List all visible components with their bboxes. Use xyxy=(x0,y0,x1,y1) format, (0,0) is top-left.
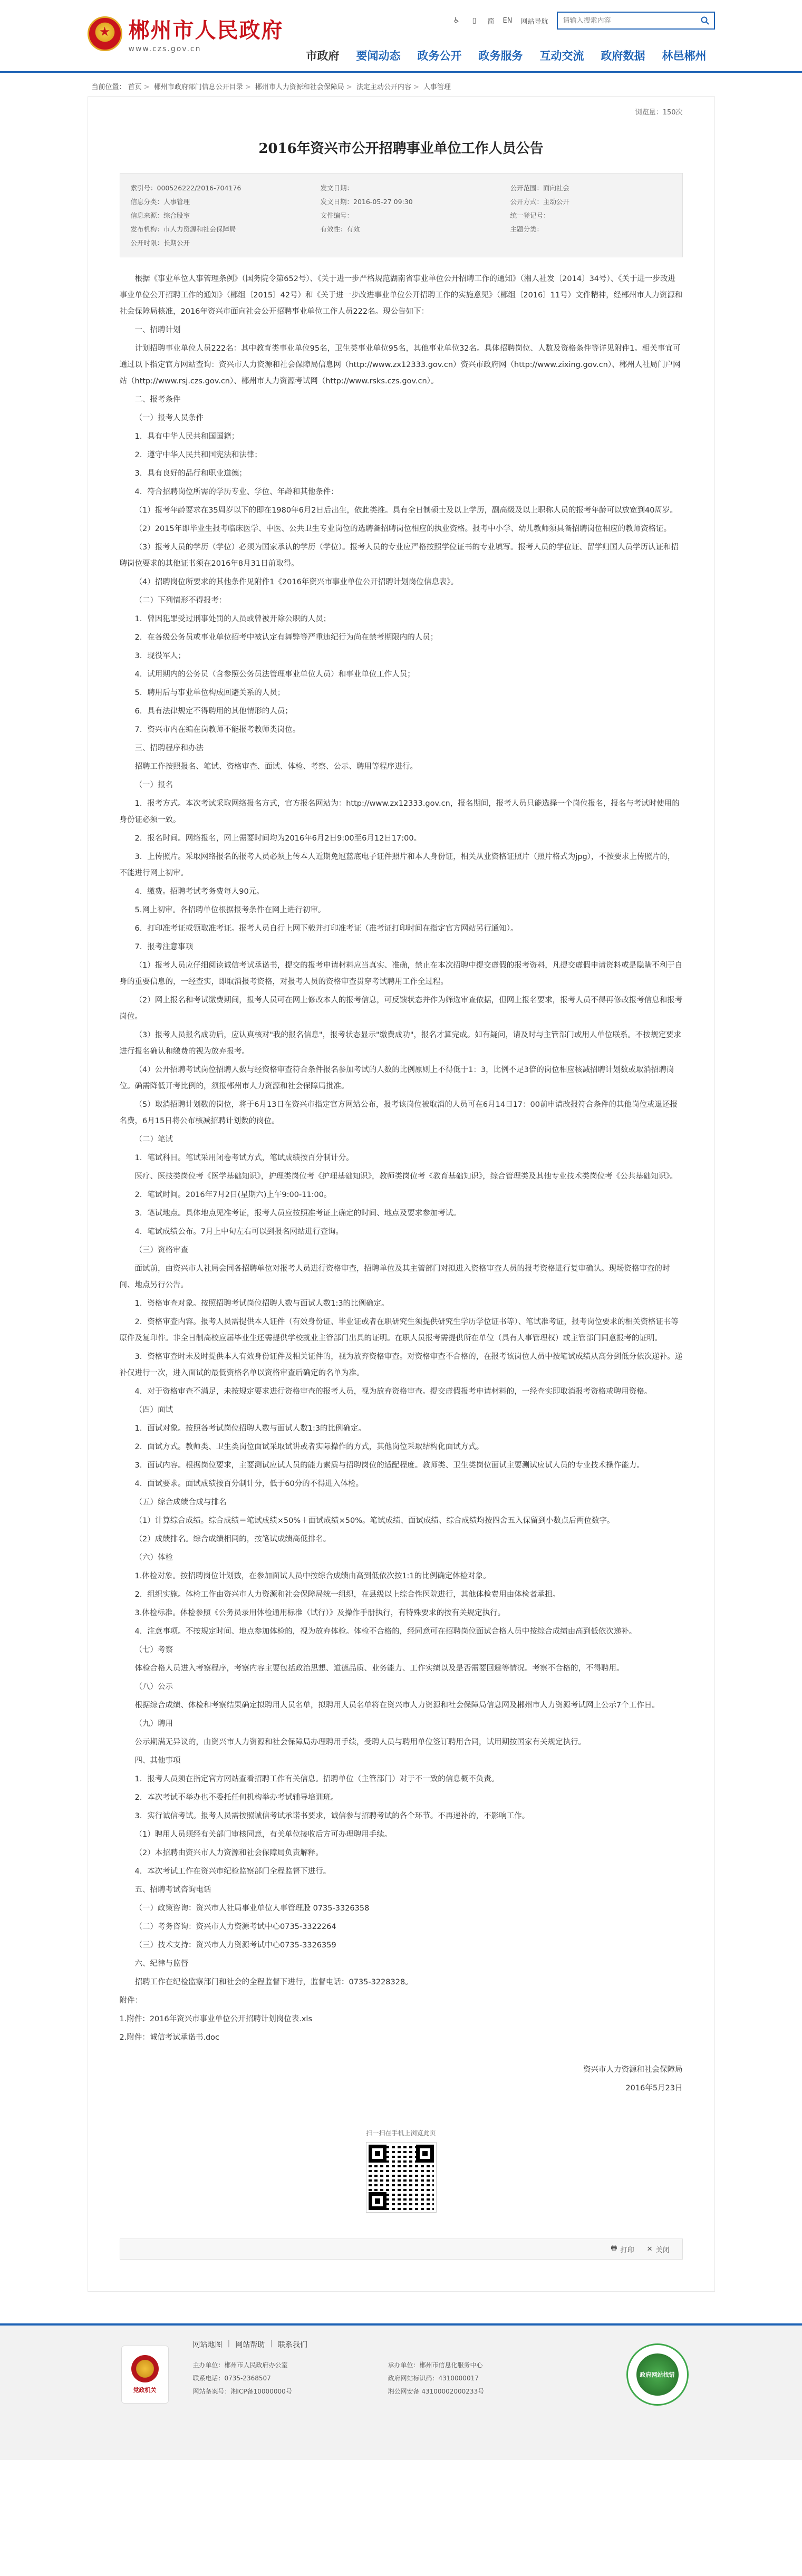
article-container xyxy=(88,97,715,2292)
close-button[interactable] xyxy=(647,2244,670,2254)
nav-item-city-gov[interactable]: 市政府 xyxy=(306,50,340,62)
breadcrumb: 当前位置： 首页 > 郴州市政府部门信息公开目录 > 郴州市人力资源和社会保障局 > 法定主动公开内容 > 人事管理 xyxy=(88,81,715,97)
article-paragraph: （一）报名 xyxy=(134,781,173,789)
article-paragraph: 根据综合成绩、体检和考察结果确定拟聘用人员名单，拟聘用人员名单将在资兴市人力资源和社会保障局信息网及郴州市人力资源考试网上公示7个工作日。 xyxy=(134,1701,660,1710)
signature-org: 资兴市人力资源和社会保障局 xyxy=(583,2066,683,2074)
article-paragraph: 2．报名时间。网络报名，网上需要时间均为2016年6月2日9:00至6月12日17:00。 xyxy=(134,834,422,843)
meta-cell: 索引号：000526222/2016-704176 xyxy=(130,184,241,192)
metadata-table xyxy=(120,173,683,257)
article-paragraph: （2）成绩排名。综合成绩相同的，按笔试成绩高低排名。 xyxy=(134,1535,331,1543)
meta-cell: 公开方式：主动公开 xyxy=(510,198,570,206)
article-body xyxy=(120,271,683,2097)
article-paragraph: 招聘工作在纪检监察部门和社会的全程监督下进行，监督电话：0735-3228328。 xyxy=(134,1978,413,1986)
article-paragraph: 6．具有法律规定不得聘用的其他情形的人员； xyxy=(134,707,293,716)
meta-cell: 统一登记号： xyxy=(510,211,550,219)
meta-cell: 有效性：有效 xyxy=(320,225,360,233)
article-paragraph: 四、其他事项 xyxy=(134,1757,181,1765)
article-paragraph: （1）聘用人员须经有关部门审核同意，有关单位接收后方可办理聘用手续。 xyxy=(134,1830,392,1839)
article-paragraph: 3．具有良好的品行和职业道德； xyxy=(134,469,247,478)
article-paragraph: 1．曾因犯罪受过刑事处罚的人员或曾被开除公职的人员； xyxy=(134,615,331,623)
error-report-badge[interactable] xyxy=(626,2343,689,2406)
footer-info-item[interactable]: 湘公网安备 43100002000233号 xyxy=(388,2388,485,2395)
article-paragraph: （1）报考人员应仔细阅读诚信考试承诺书，提交的报考申请材料应当真实、准确，禁止在本次招聘中提交虚假的报考资料，凡提交虚假申请资料或是隐瞒不利于自身的重要信息的，一经查实，即取消报考资格，对报考人员的资格审查贯穿考试聘用工作全过程。 xyxy=(119,961,683,986)
footer-info-item[interactable]: 网站备案号：湘ICP备10000000号 xyxy=(192,2388,292,2395)
article-paragraph: 1．面试对象。按照各考试岗位招聘人数与面试人数1:3的比例确定。 xyxy=(134,1424,366,1433)
print-button[interactable] xyxy=(611,2243,634,2255)
nav-item-disclosure[interactable]: 政务公开 xyxy=(417,50,462,62)
search-icon[interactable] xyxy=(696,13,714,28)
article-paragraph: 7．报考注意事项 xyxy=(134,943,194,951)
article-paragraph: （2）2015年即毕业生报考临床医学、中医、公共卫生专业岗位的选聘备招聘岗位相应的执业资格。报考中小学、幼儿教师须具备招聘岗位相应的教师资格证。 xyxy=(134,525,672,533)
article-paragraph: 3．笔试地点。具体地点见准考证，报考人员应按照准考证上确定的时间、地点及要求参加考试。 xyxy=(134,1209,461,1218)
print-label: 打印 xyxy=(620,2246,634,2254)
article-paragraph: 2．笔试时间。2016年7月2日(星期六)上午9:00-11:00。 xyxy=(134,1191,332,1199)
article-paragraph: （六）体检 xyxy=(134,1554,173,1562)
breadcrumb-item[interactable]: 首页 xyxy=(128,83,142,91)
nav-item-linyi[interactable]: 林邑郴州 xyxy=(662,50,707,62)
site-logo[interactable] xyxy=(88,14,284,53)
footer-info-item: 政府网站标识码：4310000017 xyxy=(388,2375,479,2382)
attachment-link[interactable]: 1.附件：2016年资兴市事业单位公开招聘计划岗位表.xls xyxy=(119,2015,313,2023)
article-paragraph: 1．具有中华人民共和国国籍； xyxy=(134,432,239,441)
article-paragraph: （一）政策咨询：资兴市人社局事业单位人事管理股 0735-3326358 xyxy=(134,1904,370,1913)
meta-cell: 信息分类：人事管理 xyxy=(130,198,190,206)
article-paragraph: （3）报考人员报名成功后，应认真核对"我的报名信息"，报考状态显示"缴费成功"，报名才算完成。如有疑问，请及时与主管部门或用人单位联系。不按规定要求进行报名确认和缴费的视为放弃报考。 xyxy=(119,1031,681,1056)
close-label: 关闭 xyxy=(655,2246,670,2254)
article-paragraph: 2．在各级公务员或事业单位招考中被认定有舞弊等严重违纪行为尚在禁考期限内的人员； xyxy=(134,633,438,642)
article-paragraph: 根据《事业单位人事管理条例》（国务院令第652号）、《关于进一步严格规范湖南省事业单位公开招聘工作的通知》（湘人社发〔2014〕34号）、《关于进一步改进事业单位公开招聘工作的通知》（郴组〔2015〕42号）和《关于进一步改进事业单位公开招聘工作的实施意见》（郴组〔2016〕11号）文件精神，经郴州市人力资源和社会保障局核准，2016年资兴市面向社会公开招聘事业单位工作人员222名。现公告如下： xyxy=(119,275,683,316)
footer-info-item: 联系电话：0735-2368507 xyxy=(192,2375,271,2382)
article-paragraph: （4）公开招聘考试岗位招聘人数与经资格审查符合条件报名参加考试的人数的比例原则上不得低于1：3，比例不足3倍的岗位相应核减招聘计划数或取消招聘岗位。确需降低开考比例的，须报郴州市人力资源和社会保障局批准。 xyxy=(119,1066,674,1091)
article-paragraph: （七）考察 xyxy=(134,1646,173,1654)
footer-links: 网站地图 | 网站帮助 | 联系我们 xyxy=(192,2339,307,2349)
lang-en-link[interactable]: EN xyxy=(503,16,513,25)
article-paragraph: 4．本次考试工作在资兴市纪检监察部门全程监督下进行。 xyxy=(134,1867,331,1876)
article-paragraph: 6．打印准考证或领取准考证。报考人员自行上网下载并打印准考证（准考证打印时间在指定官方网站另行通知）。 xyxy=(134,924,518,933)
article-paragraph: 医疗、医技类岗位考《医学基础知识》，护理类岗位考《护理基础知识》，教师类岗位考《教育基础知识》，综合管理类及其他专业技术类岗位考《公共基础知识》。 xyxy=(134,1172,678,1181)
meta-cell: 发文日期： xyxy=(320,184,354,192)
breadcrumb-item[interactable]: 人事管理 xyxy=(423,83,451,91)
attachment-item xyxy=(120,2011,683,2028)
attachment-link[interactable]: 2.附件：诚信考试承诺书.doc xyxy=(119,2033,219,2042)
article-paragraph: 3．现役军人； xyxy=(134,652,186,660)
article-paragraph: 1．笔试科目。笔试采用闭卷考试方式，笔试成绩按百分制计分。 xyxy=(134,1154,354,1162)
main-nav xyxy=(298,41,715,70)
article-paragraph: 3．实行诚信考试。报考人员需按照诚信考试承诺书要求，诚信参与招聘考试的各个环节。不再递补的，不影响工作。 xyxy=(134,1812,530,1820)
error-report-badge-label: 政府网站找错 xyxy=(636,2353,679,2396)
article-paragraph: 2．资格审查内容。报考人员需提供本人证件（有效身份证、毕业证或者在职研究生须提供研究生学历学位证书等）、笔试准考证，报考岗位要求的相关资格证书等原件及复印件。非全日制高校应届毕业生还需提供学校就业主管部门出具的证明。在职人员报考需提供所在单位（具有人事管理权）或主管部门同意报考的证明。 xyxy=(119,1318,679,1343)
meta-cell: 发文日期：2016-05-27 09:30 xyxy=(320,198,413,206)
meta-cell: 文件编号： xyxy=(320,211,354,219)
site-map-link[interactable]: 网站导航 xyxy=(520,17,548,26)
article-paragraph: 计划招聘事业单位人员222名：其中教育类事业单位95名，卫生类事业单位95名，其他事业单位32名。具体招聘岗位、人数及资格条件等详见附件1。相关事宜可通过以下指定官方网站查询：资兴市人力资源和社会保障局信息网（http://www.zx12333.gov.cn）资兴市政府网（http://www.zixing.gov.cn）、郴州人社局门户网站（http://www.rsj.czs.gov.cn）、郴州市人力资源考试网（http://www.rsks.czs.gov.cn）。 xyxy=(119,344,681,385)
article-paragraph: 1.体检对象。按招聘岗位计划数，在参加面试人员中按综合成绩由高到低依次按1:1的比例确定体检对象。 xyxy=(134,1572,491,1580)
meta-cell: 信息来源：综合股室 xyxy=(130,211,190,219)
article-paragraph: 二、报考条件 xyxy=(134,395,181,404)
footer-info-item: 主办单位：郴州市人民政府办公室 xyxy=(192,2361,288,2369)
site-url: www.czs.gov.cn xyxy=(128,45,201,53)
article-title: 2016年资兴市公开招聘事业单位工作人员公告 xyxy=(258,141,544,157)
article-paragraph: 六、纪律与监督 xyxy=(134,1960,188,1968)
site-header xyxy=(0,0,802,73)
article-paragraph: 2．本次考试不举办也不委托任何机构举办考试辅导培训班。 xyxy=(134,1793,339,1802)
breadcrumb-item[interactable]: 法定主动公开内容 xyxy=(356,83,411,91)
article-paragraph: 4．符合招聘岗位所需的学历专业、学位、年龄和其他条件： xyxy=(134,488,339,496)
view-count: 浏览量：150次 xyxy=(635,109,683,117)
article-paragraph: （二）笔试 xyxy=(134,1135,173,1144)
footer-link-contact[interactable]: 联系我们 xyxy=(277,2341,307,2349)
nav-item-interaction[interactable]: 互动交流 xyxy=(539,50,584,62)
article-paragraph: （1）计算综合成绩。综合成绩＝笔试成绩×50%＋面试成绩×50%。笔试成绩、面试成绩、综合成绩均按四舍五入保留到小数点后两位数字。 xyxy=(134,1517,615,1525)
article-paragraph: 4．注意事项。不按规定时间、地点参加体检的，视为放弃体检。体检不合格的，经同意可在招聘岗位面试合格人员中按综合成绩由高到低依次递补。 xyxy=(134,1627,637,1636)
nav-item-data[interactable]: 政府数据 xyxy=(601,50,645,62)
site-footer xyxy=(0,2323,802,2460)
footer-info xyxy=(193,2360,610,2396)
article-paragraph: 三、招聘程序和办法 xyxy=(134,744,204,752)
article-paragraph: 4．笔试成绩公布。7月上中旬左右可以到报名网站进行查询。 xyxy=(134,1228,343,1236)
print-icon: 🖶 xyxy=(611,2244,617,2252)
footer-link-help[interactable]: 网站帮助 xyxy=(235,2341,265,2349)
accessibility-icon[interactable]: ♿ xyxy=(453,16,460,25)
article-paragraph: 面试前，由资兴市人社局会同各招聘单位对报考人员进行资格审查，招聘单位及其主管部门对拟进入资格审查人员的报考资格进行复审确认。现场资格审查的时间、地点另行公告。 xyxy=(119,1265,670,1289)
article-paragraph: （1）报考年龄要求在35周岁以下的即在1980年6月2日后出生，依此类推。具有全日制硕士及以上学历，副高级及以上职称人员的报考年龄可以放宽到40周岁。 xyxy=(134,506,678,515)
article-paragraph: 五、招聘考试咨询电话 xyxy=(134,1886,211,1894)
party-gov-badge[interactable] xyxy=(121,2346,169,2404)
article-paragraph: 4．面试要求。面试成绩按百分制计分，低于60分的不得进入体检。 xyxy=(134,1480,364,1488)
article-paragraph: （4）招聘岗位所要求的其他条件见附件1《2016年资兴市事业单位公开招聘计划岗位信息表》。 xyxy=(134,578,459,586)
breadcrumb-item[interactable]: 郴州市政府部门信息公开目录 xyxy=(153,83,243,91)
qr-caption: 扫一扫在手机上浏览此页 xyxy=(366,2129,436,2137)
article-paragraph: 4．试用期内的公务员（含参照公务员法管理事业单位人员）和事业单位工作人员； xyxy=(134,670,415,679)
close-icon: ✕ xyxy=(646,2245,653,2253)
article-paragraph: 3．面试内容。根据岗位要求，主要测试应试人员的能力素质与招聘岗位的适配程度。教师类、卫生类岗位面试主要测试应试人员的专业技术操作能力。 xyxy=(134,1461,644,1470)
article-paragraph: 3．资格审查时未及时提供本人有效身份证件及相关证件的，视为放弃资格审查。对资格审查不合格的，在报考该岗位人员中按笔试成绩从高分到低分依次递补。递补仅进行一次，进入面试的最低资格名单以资格审查后确定的名单为准。 xyxy=(119,1353,683,1377)
article-paragraph: （2）本招聘由资兴市人力资源和社会保障局负责解释。 xyxy=(134,1849,323,1857)
national-emblem-icon xyxy=(88,16,122,51)
article-paragraph: 1．报考方式。本次考试采取网络报名方式，官方报名网站为：http://www.zx12333.gov.cn，报名期间，报考人员只能选择一个岗位报名，报名与考试时使用的身份证必须一致。 xyxy=(119,799,680,824)
attachment-item xyxy=(120,2030,683,2046)
meta-cell: 发布机构：市人力资源和社会保障局 xyxy=(130,225,236,233)
search-box xyxy=(557,12,715,30)
emblem-icon xyxy=(131,2355,159,2382)
breadcrumb-item[interactable]: 郴州市人力资源和社会保障局 xyxy=(255,83,344,91)
meta-cell: 公开时限：长期公开 xyxy=(130,239,190,247)
nav-item-news[interactable]: 要闻动态 xyxy=(356,50,401,62)
article-paragraph: （三）技术支持：资兴市人力资源考试中心0735-3326359 xyxy=(134,1941,336,1950)
mobile-icon[interactable]: ▯ xyxy=(472,16,477,25)
article-paragraph: 招聘工作按照报名、笔试、资格审查、面试、体检、考察、公示、聘用等程序进行。 xyxy=(134,763,418,771)
site-name: 郴州市人民政府 xyxy=(128,18,284,43)
article-paragraph: 2．组织实施。体检工作由资兴市人力资源和社会保障局统一组织，在县级以上综合性医院进行，其他体检费用由体检者承担。 xyxy=(134,1590,561,1599)
article-paragraph: 1．报考人员须在指定官方网站查看招聘工作有关信息。招聘单位（主管部门）对于不一致的信息概不负责。 xyxy=(134,1775,499,1783)
article-paragraph: 3.体检标准。体检参照《公务员录用体检通用标准（试行）》及操作手册执行，有特殊要求的按有关规定执行。 xyxy=(134,1609,506,1617)
article-paragraph: （2）网上报名和考试缴费期间，报考人员可在网上修改本人的报考信息，可反馈状态并作为筛选审查依据，但网上报名要求，报考人员不得再修改报考信息和报考岗位。 xyxy=(119,996,683,1021)
meta-cell: 主题分类： xyxy=(510,225,544,233)
article-paragraph: 体检合格人员进入考察程序，考察内容主要包括政治思想、道德品质、业务能力、工作实绩以及是否需要回避等情况。考察不合格的，不得聘用。 xyxy=(134,1664,624,1673)
article-paragraph: （三）资格审查 xyxy=(134,1246,188,1255)
utility-bar xyxy=(452,12,715,30)
article-paragraph: 4．对于资格审查不满足，未按规定要求进行资格审查的报考人员，视为放弃资格审查。提交虚假报考申请材料的，一经查实即取消报考资格或聘用资格。 xyxy=(134,1387,652,1396)
footer-info-item: 承办单位：郴州市信息化服务中心 xyxy=(388,2361,483,2369)
article-paragraph: （二）下列情形不得报考： xyxy=(134,596,227,605)
article-paragraph: （5）取消招聘计划数的岗位，将于6月13日在资兴市指定官方网站公布，报考该岗位被取消的人员可在6月14日17：00前申请改报符合条件的其他岗位或退还报名费，6月15日将公布核减招聘计划数的岗位。 xyxy=(119,1101,678,1125)
article-paragraph: （八）公示 xyxy=(134,1683,173,1691)
article-paragraph: 2．面试方式。教师类、卫生类岗位面试采取试讲或者实际操作的方式，其他岗位采取结构化面试方式。 xyxy=(134,1443,484,1451)
article-paragraph: 一、招聘计划 xyxy=(134,326,181,334)
lang-cn-link[interactable]: 简 xyxy=(487,17,495,26)
article-paragraph: （一）报考人员条件 xyxy=(134,414,204,422)
article-paragraph: 1．资格审查对象。按照招聘考试岗位招聘人数与面试人数1:3的比例确定。 xyxy=(134,1299,389,1308)
article-paragraph: 4．缴费。招聘考试考务费每人90元。 xyxy=(134,887,264,896)
meta-cell: 公开范围：面向社会 xyxy=(510,184,570,192)
search-input[interactable] xyxy=(558,13,696,28)
article-paragraph: 7．资兴市内在编在岗教师不能报考教师类岗位。 xyxy=(134,726,301,734)
article-paragraph: 公示期满无异议的，由资兴市人力资源和社会保障局办理聘用手续，受聘人员与聘用单位签订聘用合同，试用期按国家有关规定执行。 xyxy=(134,1738,586,1747)
article-paragraph: 5．聘用后与事业单位构成回避关系的人员； xyxy=(134,689,285,697)
article-paragraph: 3．上传照片。采取网络报名的报考人员必须上传本人近期免冠蓝底电子证件照片和本人身份证，相关从业资格证照片（照片格式为jpg），不按要求上传照片的，不能进行网上初审。 xyxy=(119,853,675,877)
article-paragraph: （二）考务咨询：资兴市人力资源考试中心0735-3322264 xyxy=(134,1923,336,1931)
article-paragraph: （五）综合成绩合成与排名 xyxy=(134,1498,227,1507)
footer-link-sitemap[interactable]: 网站地图 xyxy=(192,2341,223,2349)
article-toolbar xyxy=(120,2239,683,2260)
article-paragraph: （3）报考人员的学历（学位）必须为国家承认的学历（学位）。报考人员的专业应严格按照学位证书的专业填写。报考人员的学位证、留学归国人员学历认证和招聘岗位要求的其他证书须在2016年8月31日前取得。 xyxy=(119,543,679,568)
qr-block xyxy=(120,2128,683,2212)
signature-date: 2016年5月23日 xyxy=(625,2084,683,2092)
party-gov-badge-label: 党政机关 xyxy=(133,2387,157,2394)
article-paragraph: （九）聘用 xyxy=(134,1720,173,1728)
article-paragraph: 2．遵守中华人民共和国宪法和法律； xyxy=(134,451,262,459)
attachments-label: 附件： xyxy=(119,1996,142,2005)
qr-code xyxy=(366,2143,436,2212)
breadcrumb-label: 当前位置： xyxy=(91,83,126,91)
article-paragraph: （四）面试 xyxy=(134,1406,173,1414)
article-paragraph: 5.网上初审。各招聘单位根据报考条件在网上进行初审。 xyxy=(134,906,326,914)
nav-item-services[interactable]: 政务服务 xyxy=(478,50,523,62)
